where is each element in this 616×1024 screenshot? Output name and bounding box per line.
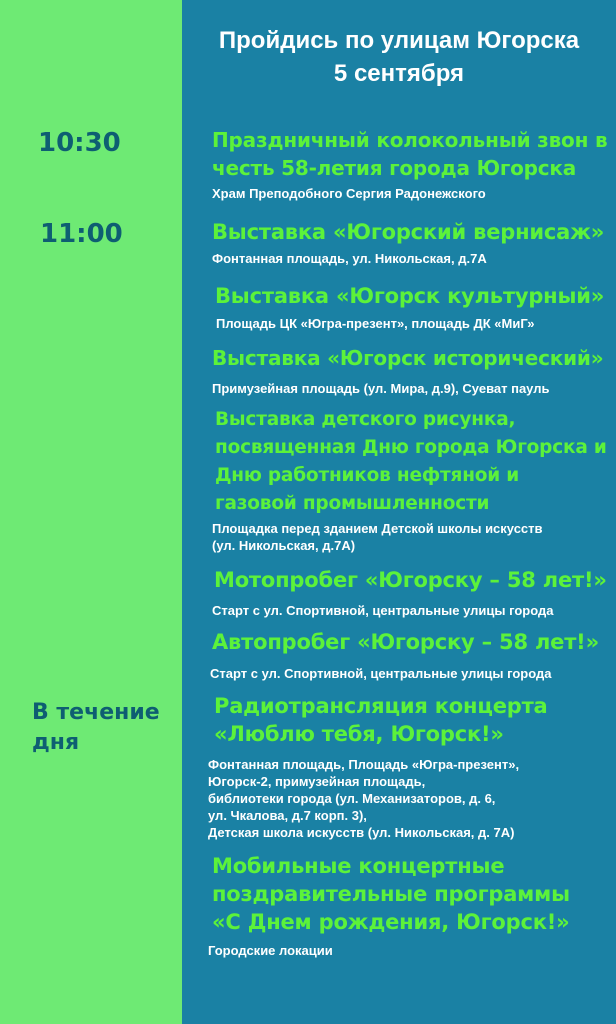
event-3-title — [215, 282, 604, 310]
page-header — [182, 24, 616, 90]
event-7-place-line-1: Старт с ул. Спортивной, центральные улицы города — [210, 666, 552, 681]
event-5-title-line-1: Выставка детского рисунка, — [215, 409, 516, 430]
time-11-00: 11:00 — [40, 219, 123, 249]
event-1-title-line-1: Праздничный колокольный звон в — [212, 128, 608, 152]
event-6-place-line-1: Старт с ул. Спортивной, центральные улицы города — [212, 603, 554, 618]
event-8-place-line-4: ул. Чкалова, д.7 корп. 3), — [208, 808, 367, 823]
page-date: 5 сентября — [333, 60, 465, 87]
event-8-place — [208, 756, 519, 841]
event-1-title — [212, 126, 607, 182]
event-1-title-line-2: честь 58-летия города Югорска — [212, 156, 577, 180]
event-5-title-line-2: посвященная Дню города Югорска и — [215, 437, 607, 458]
event-5-place-line-1: Площадка перед зданием Детской школы искусств — [212, 521, 543, 536]
event-4-title — [212, 344, 603, 372]
event-8-place-line-2: Югорск-2, примузейная площадь, — [208, 774, 426, 789]
event-7-place — [210, 665, 551, 682]
event-6-title-line-1: Мотопробег «Югорску – 58 лет!» — [214, 568, 607, 592]
event-7-title-line-1: Автопробег «Югорску – 58 лет!» — [212, 630, 599, 654]
event-9-title-line-3: «С Днем рождения, Югорск!» — [212, 910, 570, 934]
event-6-place — [212, 602, 553, 619]
event-5-title-line-3: Дню работников нефтяной и — [215, 465, 520, 486]
event-2-title — [212, 218, 604, 246]
event-3-place — [216, 315, 534, 332]
event-9-title-line-1: Мобильные концертные — [212, 854, 505, 878]
event-4-place-line-1: Примузейная площадь (ул. Мира, д.9), Суеват пауль — [212, 381, 550, 396]
event-8-place-line-5: Детская школа искусств (ул. Никольская, д. 7А) — [208, 825, 515, 840]
event-1-place-line-1: Храм Преподобного Сергия Радонежского — [212, 186, 486, 201]
event-8-title — [214, 692, 548, 748]
event-5-place-line-2: (ул. Никольская, д.7А) — [212, 538, 356, 553]
event-9-place — [208, 942, 333, 959]
event-8-place-line-1: Фонтанная площадь, Площадь «Югра-презент», — [208, 757, 520, 772]
event-6-title — [214, 566, 607, 594]
time-during-day-line-1: В течение — [32, 700, 160, 725]
event-5-title — [215, 406, 607, 518]
event-2-title-line-1: Выставка «Югорский вернисаж» — [212, 220, 605, 244]
event-8-title-line-1: Радиотрансляция концерта — [214, 694, 548, 718]
page-title: Пройдись по улицам Югорска — [218, 27, 580, 54]
event-5-title-line-4: газовой промышленности — [215, 493, 490, 514]
event-5-place — [212, 520, 543, 554]
event-8-place-line-3: библиотеки города (ул. Механизаторов, д. 6, — [208, 791, 496, 806]
event-3-title-line-1: Выставка «Югорск культурный» — [215, 284, 605, 308]
event-2-place — [212, 250, 487, 267]
event-7-title — [212, 628, 599, 656]
event-8-title-line-2: «Люблю тебя, Югорск!» — [214, 722, 504, 746]
event-3-place-line-1: Площадь ЦК «Югра-презент», площадь ДК «МиГ» — [216, 316, 535, 331]
time-during-day-line-2: дня — [32, 730, 80, 755]
time-during-day — [32, 698, 160, 758]
event-2-place-line-1: Фонтанная площадь, ул. Никольская, д.7А — [212, 251, 487, 266]
event-4-title-line-1: Выставка «Югорск исторический» — [212, 346, 604, 370]
event-9-title — [212, 852, 570, 936]
event-1-place — [212, 185, 486, 202]
event-9-place-line-1: Городские локации — [208, 943, 333, 958]
time-10-30: 10:30 — [38, 128, 121, 158]
event-4-place — [212, 380, 550, 397]
event-9-title-line-2: поздравительные программы — [212, 882, 570, 906]
